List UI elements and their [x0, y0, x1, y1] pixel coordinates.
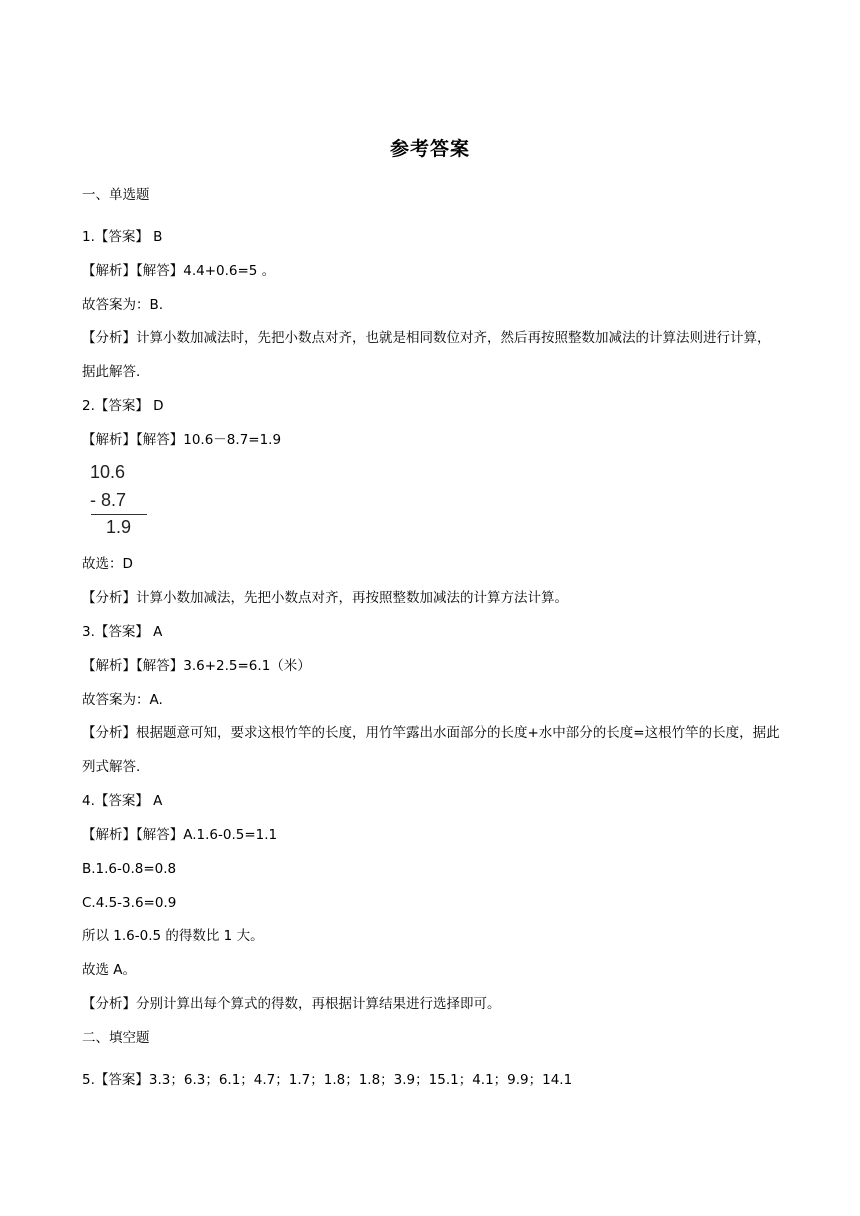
q4-option-c: C.4.5-3.6=0.9: [82, 895, 177, 911]
q4-conclusion: 故选 A。: [82, 962, 137, 978]
q3-explanation: 【解析】【解答】3.6+2.5=6.1（米）: [82, 658, 311, 674]
q2-explanation: 【解析】【解答】10.6－8.7=1.9: [82, 432, 282, 448]
q1-analysis: 【分析】计算小数加减法时，先把小数点对齐，也就是相同数位对齐，然后再按照整数加减法的计算法则进行计算，据此解答.: [82, 330, 771, 380]
section-heading-single-choice: 一、单选题: [82, 187, 150, 203]
q4-summary: 所以 1.6-0.5 的得数比 1 大。: [82, 928, 264, 944]
q1-explanation: 【解析】【解答】4.4+0.6=5 。: [82, 263, 276, 279]
q2-conclusion: 故选：D: [82, 556, 133, 572]
q4-option-b: B.1.6-0.8=0.8: [82, 861, 177, 877]
calc-difference: 1.9: [106, 517, 132, 537]
page-title: 参考答案: [389, 138, 470, 160]
section-heading-fill-in: 二、填空题: [82, 1030, 150, 1046]
q3-analysis: 【分析】根据题意可知，要求这根竹竿的长度，用竹竿露出水面部分的长度+水中部分的长度=这根竹竿的长度，据此列式解答.: [82, 725, 780, 775]
q3-answer: 3.【答案】 A: [82, 624, 163, 640]
q4-explanation: 【解析】【解答】A.1.6-0.5=1.1: [82, 827, 278, 843]
q5-answer: 5.【答案】3.3；6.3；6.1；4.7；1.7；1.8；1.8；3.9；15.1；4.1；9.9；14.1: [82, 1072, 573, 1088]
q4-analysis: 【分析】分别计算出每个算式的得数，再根据计算结果进行选择即可。: [82, 996, 501, 1012]
q4-answer: 4.【答案】 A: [82, 793, 163, 809]
calc-minuend: 10.6: [90, 462, 126, 482]
calc-rule-line: [91, 514, 147, 515]
q1-conclusion: 故答案为：B.: [82, 297, 164, 313]
calc-subtrahend: - 8.7: [90, 490, 127, 510]
q3-conclusion: 故答案为：A.: [82, 692, 163, 708]
vertical-subtraction-figure: [90, 462, 160, 542]
q2-analysis: 【分析】计算小数加减法，先把小数点对齐，再按照整数加减法的计算方法计算。: [82, 590, 568, 606]
q2-answer: 2.【答案】 D: [82, 398, 164, 414]
q1-answer: 1.【答案】 B: [82, 229, 163, 245]
